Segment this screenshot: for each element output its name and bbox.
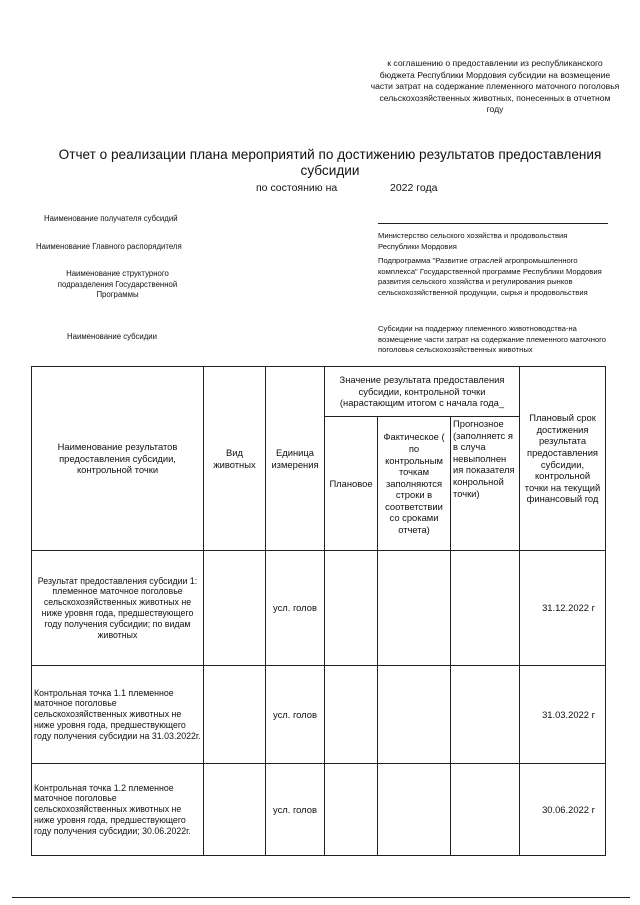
header-planned: Плановое <box>325 417 378 551</box>
program-value: Подпрограмма "Развитие отраслей агропромышленного комплекса" Государственной программе Республики Мордовия развития сельского хозяйства и регулирования рынков сельскохозяйственной продукции, сырья и продовольствия <box>378 256 602 297</box>
page-bottom-rule <box>12 897 630 898</box>
row-deadline: 31.03.2022 г <box>520 666 606 764</box>
main-manager-label: Наименование Главного распорядителя <box>36 242 182 251</box>
header-deadline: Плановый срок достижения результата предоставления субсидии, контрольной точки на текущий финансовый год <box>520 367 606 551</box>
row-unit: усл. голов <box>266 764 325 856</box>
row-actual <box>378 666 451 764</box>
as-of-year: 2022 года <box>390 182 438 194</box>
row-unit: усл. голов <box>266 551 325 666</box>
row-actual <box>378 551 451 666</box>
header-actual: Фактическое ( по контрольным точкам заполняются строки в соответствии со сроками отчета) <box>378 417 451 551</box>
recipient-underline <box>378 223 608 224</box>
row-deadline: 30.06.2022 г <box>520 764 606 856</box>
table-row <box>32 764 606 856</box>
header-forecast: Прогнозное (заполняетс я в случа невыполнен ия показателя конрольной точки) <box>451 417 520 551</box>
row-name: Контрольная точка 1.1 племенное маточное поголовье сельскохозяйственных животных не ниже уровня года, предшествующего году получения субсидии на 31.03.2022г. <box>32 666 204 764</box>
row-planned <box>325 551 378 666</box>
row-name: Результат предоставления субсидии 1: племенное маточное поголовье сельскохозяйственных животных не ниже уровня года, предшествующего году получения субсидии; по видам животных <box>32 551 204 666</box>
row-forecast <box>451 666 520 764</box>
subsidy-label: Наименование субсидии <box>67 332 157 341</box>
results-table <box>31 366 606 856</box>
header-kind: Вид животных <box>204 367 266 551</box>
report-title: Отчет о реализации плана мероприятий по достижению результатов предоставления субсидии <box>58 147 602 178</box>
row-planned <box>325 764 378 856</box>
header-unit: Единица измерения <box>266 367 325 551</box>
recipient-label: Наименование получателя субсидий <box>44 214 178 223</box>
row-kind <box>204 666 266 764</box>
row-kind <box>204 551 266 666</box>
as-of-label: по состоянию на <box>256 182 338 194</box>
header-name: Наименование результатов предоставления субсидии, контрольной точки <box>32 367 204 551</box>
header-value-group: Значение результата предоставления субсидии, контрольной точки (нарастающим итогом с начала года_ <box>325 367 520 417</box>
row-name: Контрольная точка 1.2 племенное маточное поголовье сельскохозяйственных животных не ниже уровня года, предшествующего году получения субсидии; 30.06.2022г. <box>32 764 204 856</box>
recipient-value <box>378 212 608 222</box>
row-unit: усл. голов <box>266 666 325 764</box>
main-manager-value: Министерство сельского хозяйства и продовольствия Республики Мордовия <box>378 231 568 251</box>
table-row <box>32 551 606 666</box>
annex-note: к соглашению о предоставлении из республиканского бюджета Республики Мордовия субсидии на возмещение части затрат на содержание племенного маточного поголовья сельскохозяйственных животных, понесенных в отчетном году <box>370 58 620 114</box>
row-kind <box>204 764 266 856</box>
row-planned <box>325 666 378 764</box>
table-row <box>32 666 606 764</box>
row-forecast <box>451 764 520 856</box>
row-deadline: 31.12.2022 г <box>520 551 606 666</box>
program-label: Наименование структурного подразделения Государственной Программы <box>57 269 178 299</box>
subsidy-value: Субсидии на поддержку племенного животноводства-на возмещение части затрат на содержание племенного маточного поголовья сельскохозяйственных животных <box>378 324 606 355</box>
row-forecast <box>451 551 520 666</box>
row-actual <box>378 764 451 856</box>
